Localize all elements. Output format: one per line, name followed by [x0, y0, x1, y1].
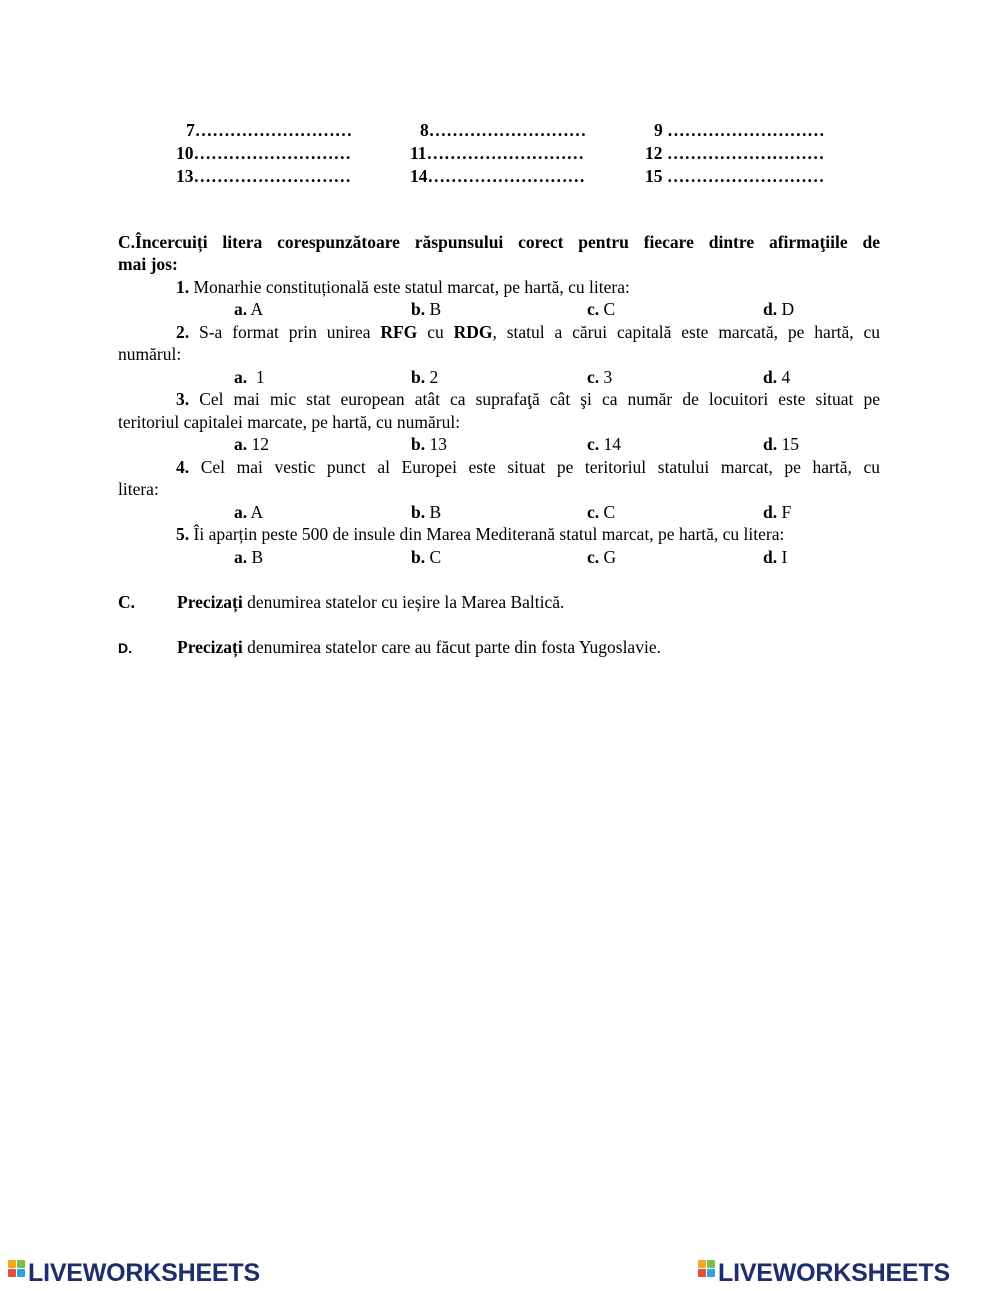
task-c-label: C. [118, 592, 136, 612]
answer-line-13[interactable]: 13……………………… [176, 166, 351, 186]
option-a[interactable]: a. B [234, 547, 264, 567]
answer-line-12[interactable]: 12 ……………………… [645, 143, 825, 163]
task-c-text: Precizați denumirea statelor cu ieșire la Marea Baltică. [177, 592, 565, 612]
question-4-line2: litera: [118, 479, 159, 499]
question-3-line2: teritoriul capitalei marcate, pe hartă, cu numărul: [118, 412, 461, 432]
option-d[interactable]: d. I [763, 547, 788, 567]
option-d[interactable]: d. 15 [763, 434, 799, 454]
answer-line-10[interactable]: 10……………………… [176, 143, 351, 163]
option-b[interactable]: b. C [411, 547, 442, 567]
option-c[interactable]: c. G [587, 547, 617, 567]
question-number: 4. [176, 457, 190, 477]
answer-line-14[interactable]: 14……………………… [410, 166, 585, 186]
question-2: 2. S-a format prin unirea RFG cu RDG, statul a cărui capitală este marcată, pe hartă, cu [176, 322, 881, 342]
question-number: 3. [176, 389, 190, 409]
task-d-label: D. [118, 640, 132, 656]
option-c[interactable]: c. 3 [587, 367, 613, 387]
task-d-text: Precizați denumirea statelor care au făcut parte din fosta Yugoslavie. [177, 637, 661, 657]
question-4 [176, 456, 880, 479]
option-d[interactable]: d. F [763, 502, 792, 522]
option-b[interactable]: b. B [411, 299, 442, 319]
liveworksheets-mark-icon [698, 1260, 716, 1284]
liveworksheets-logo-left[interactable]: LIVEWORKSHEETS [8, 1259, 260, 1287]
answer-line-7[interactable]: 7……………………… [186, 120, 353, 140]
question-text: Monarhie constituțională este statul marcat, pe hartă, cu litera: [193, 277, 630, 297]
question-3 [176, 388, 880, 411]
section-c-heading-line1: C.Încercuiți litera corespunzătoare răspunsului corect pentru fiecare dintre afirmaţiile de [118, 232, 880, 252]
answer-line-15[interactable]: 15 ……………………… [645, 166, 825, 186]
option-a[interactable]: a. A [234, 299, 264, 319]
question-1 [176, 276, 630, 299]
section-c-heading-line2: mai jos: [118, 254, 178, 274]
answer-line-11[interactable]: 11……………………… [410, 143, 585, 163]
answer-line-8[interactable]: 8……………………… [420, 120, 587, 140]
option-a[interactable]: a. 12 [234, 434, 269, 454]
option-a[interactable]: a. 1 [234, 367, 265, 387]
question-2-line2: numărul: [118, 344, 182, 364]
option-a[interactable]: a. A [234, 502, 264, 522]
liveworksheets-mark-icon [8, 1260, 26, 1284]
question-text: Cel mai vestic punct al Europei este situat pe teritoriul statului marcat, pe hartă, cu [200, 457, 881, 477]
option-c[interactable]: c. 14 [587, 434, 622, 454]
option-c[interactable]: c. C [587, 299, 616, 319]
option-d[interactable]: d. 4 [763, 367, 791, 387]
option-d[interactable]: d. D [763, 299, 795, 319]
question-text: Îi aparțin peste 500 de insule din Marea Mediterană statul marcat, pe hartă, cu litera: [193, 524, 785, 544]
option-c[interactable]: c. C [587, 502, 616, 522]
question-number: 5. [176, 524, 190, 544]
question-text: Cel mai mic stat european atât ca suprafaţă cât şi ca număr de locuitori este situat pe [199, 389, 880, 409]
liveworksheets-logo-right[interactable]: LIVEWORKSHEETS [698, 1259, 950, 1287]
option-b[interactable]: b. B [411, 502, 442, 522]
question-5 [176, 523, 784, 546]
option-b[interactable]: b. 13 [411, 434, 447, 454]
answer-line-9[interactable]: 9 ……………………… [654, 120, 825, 140]
question-number: 2. [176, 322, 190, 342]
option-b[interactable]: b. 2 [411, 367, 439, 387]
question-number: 1. [176, 277, 190, 297]
